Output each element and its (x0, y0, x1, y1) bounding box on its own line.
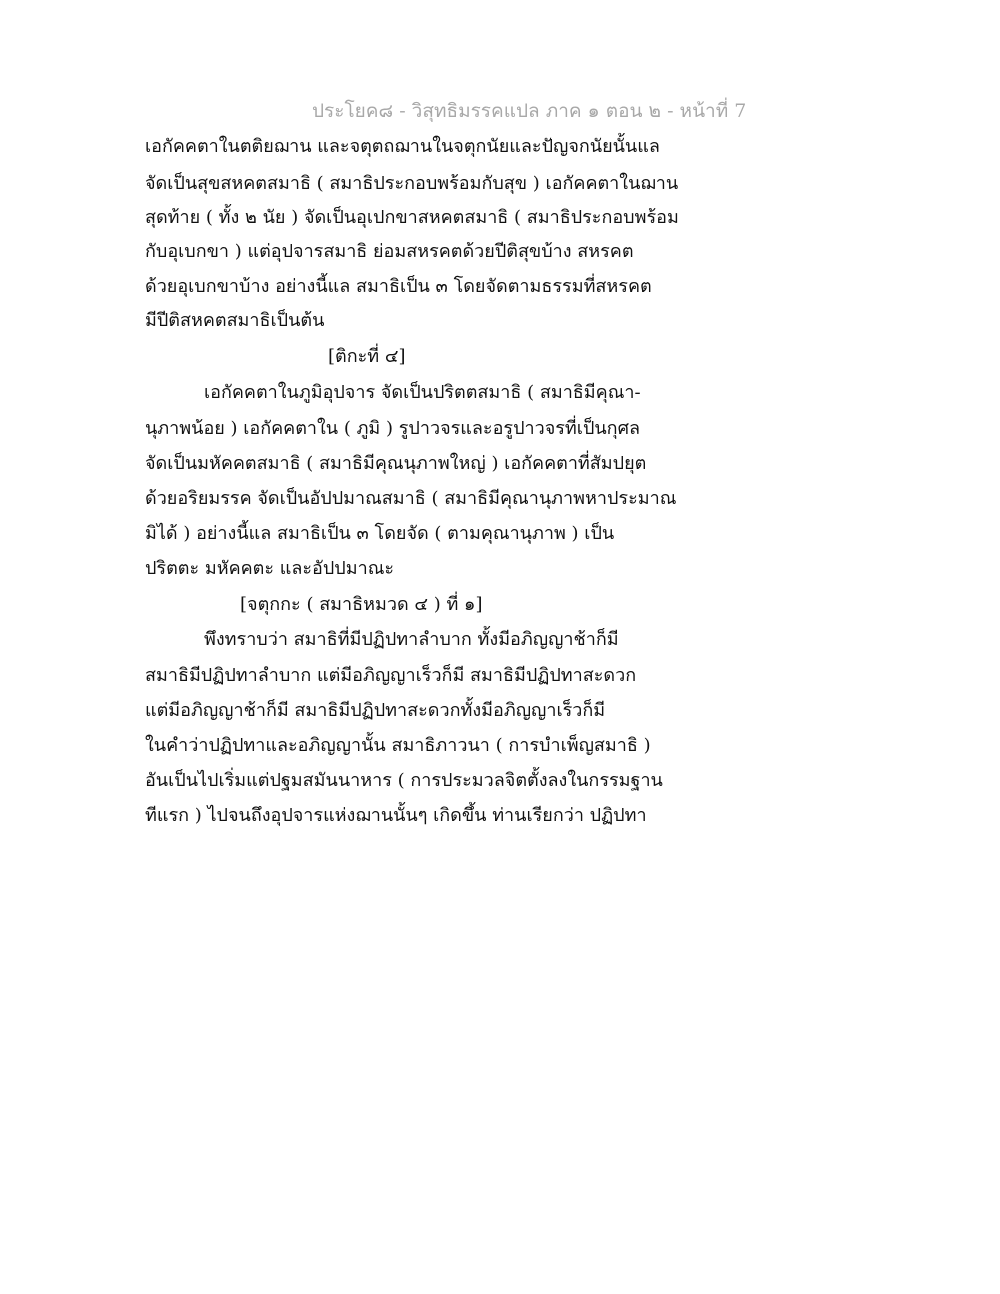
text-line: เอกัคคตาในตติยฌาน และจตุตถฌานในจตุกนัยและปัญจกนัยนั้นแล (145, 136, 660, 157)
text-line: กับอุเบกขา ) แต่อุปจารสมาธิ ย่อมสหรคตด้วยปีติสุขบ้าง สหรคต (145, 241, 634, 262)
running-header: ประโยค๘ - วิสุทธิมรรคแปล ภาค ๑ ตอน ๒ - หน้าที่ 7 (312, 100, 747, 122)
text-line: สมาธิมีปฏิปทาลำบาก แต่มีอภิญญาเร็วก็มี สมาธิมีปฏิปทาสะดวก (145, 665, 637, 686)
text-line: ทีแรก ) ไปจนถึงอุปจารแห่งฌานนั้นๆ เกิดขึ้น ท่านเรียกว่า ปฏิปทา (145, 805, 647, 826)
text-line: พึงทราบว่า สมาธิที่มีปฏิปทาลำบาก ทั้งมีอภิญญาช้าก็มี (204, 629, 619, 650)
text-line: จัดเป็นมหัคคตสมาธิ ( สมาธิมีคุณนุภาพใหญ่ ) เอกัคคตาที่สัมปยุต (145, 453, 647, 474)
text-line: มิได้ ) อย่างนี้แล สมาธิเป็น ๓ โดยจัด ( ตามคุณานุภาพ ) เป็น (145, 523, 615, 544)
text-line: มีปีติสหคตสมาธิเป็นต้น (145, 310, 325, 331)
text-line: นุภาพน้อย ) เอกัคคตาใน ( ภูมิ ) รูปาวจรและอรูปาวจรที่เป็นกุศล (145, 418, 641, 439)
section-heading: [ติกะที่ ๔] (328, 346, 406, 367)
text-line: จัดเป็นสุขสหคตสมาธิ ( สมาธิประกอบพร้อมกับสุข ) เอกัคคตาในฌาน (145, 173, 679, 194)
text-line: สุดท้าย ( ทั้ง ๒ นัย ) จัดเป็นอุเปกขาสหคตสมาธิ ( สมาธิประกอบพร้อม (145, 207, 679, 228)
text-line: ด้วยอุเบกขาบ้าง อย่างนี้แล สมาธิเป็น ๓ โดยจัดตามธรรมที่สหรคต (145, 276, 652, 297)
text-line: เอกัคคตาในภูมิอุปจาร จัดเป็นปริตตสมาธิ ( สมาธิมีคุณา- (204, 382, 641, 403)
section-heading: [จตุกกะ ( สมาธิหมวด ๔ ) ที่ ๑] (240, 594, 483, 615)
text-line: ด้วยอริยมรรค จัดเป็นอัปปมาณสมาธิ ( สมาธิมีคุณานุภาพหาประมาณ (145, 488, 677, 509)
text-line: ในคำว่าปฏิปทาและอภิญญานั้น สมาธิภาวนา ( การบำเพ็ญสมาธิ ) (145, 735, 651, 756)
text-line: แต่มีอภิญญาช้าก็มี สมาธิมีปฏิปทาสะดวกทั้งมีอภิญญาเร็วก็มี (145, 700, 606, 721)
text-line: ปริตตะ มหัคคตะ และอัปปมาณะ (145, 558, 395, 579)
text-line: อันเป็นไปเริ่มแต่ปฐมสมันนาหาร ( การประมวลจิตตั้งลงในกรรมฐาน (145, 770, 663, 791)
